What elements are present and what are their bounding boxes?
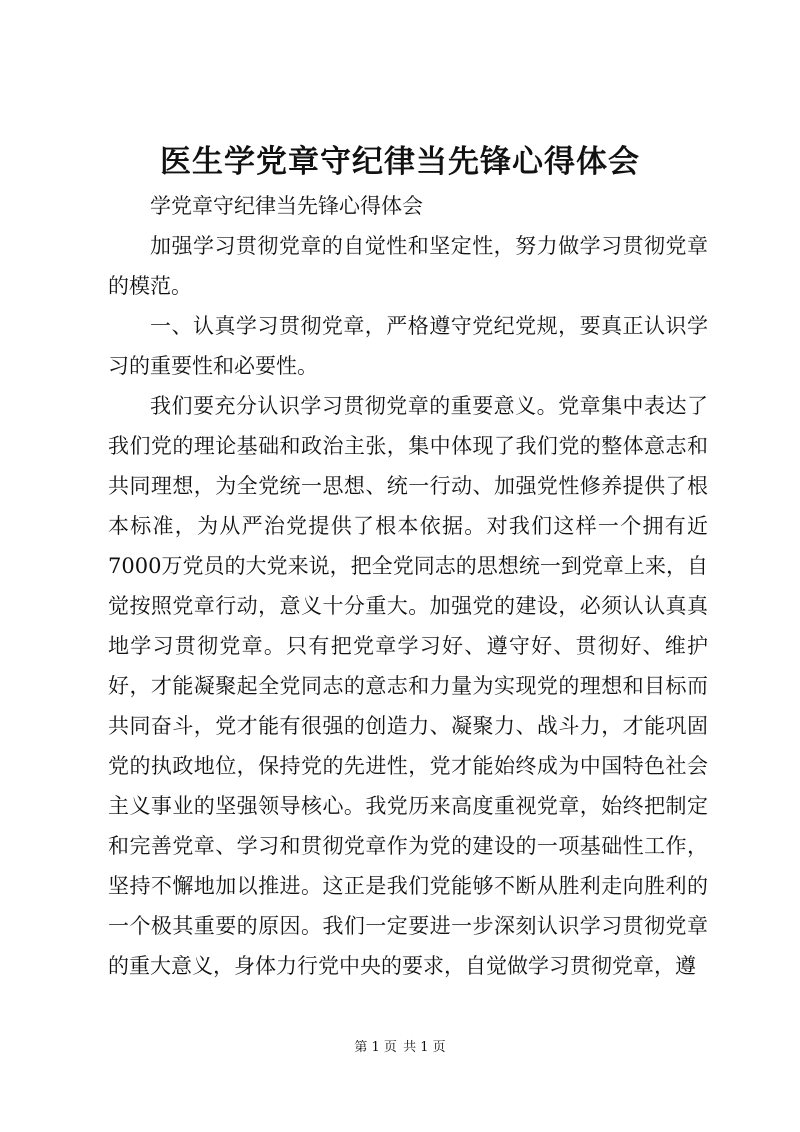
- document-body: [108, 186, 708, 986]
- page-total: 共 1 页: [403, 1040, 446, 1055]
- document-title: 医生学党章守纪律当先锋心得体会: [160, 144, 640, 180]
- subtitle-paragraph: 学党章守纪律当先锋心得体会: [150, 194, 423, 218]
- page-number: 第 1 页: [354, 1040, 397, 1055]
- body-paragraph: 我们要充分认识学习贯彻党章的重要意义。党章集中表达了我们党的理论基础和政治主张，集中体现了我们党的整体意志和共同理想，为全党统一思想、统一行动、加强党性修养提供了根本标准，为从严治党提供了根本依据。对我们这样一个拥有近7000万党员的大党来说，把全党同志的思想统一到党章上来，自觉按照党章行动，意义十分重大。加强党的建设，必须认认真真地学习贯彻党章。只有把党章学习好、遵守好、贯彻好、维护好，才能凝聚起全党同志的意志和力量为实现党的理想和目标而共同奋斗，党才能有很强的创造力、凝聚力、战斗力，才能巩固党的执政地位，保持党的先进性，党才能始终成为中国特色社会主义事业的坚强领导核心。我党历来高度重视党章，始终把制定和完善党章、学习和贯彻党章作为党的建设的一项基础性工作，坚持不懈地加以推进。这正是我们党能够不断从胜利走向胜利的一个极其重要的原因。我们一定要进一步深刻认识学习贯彻党章的重大意义，身体力行党中央的要求，自觉做学习贯彻党章，遵: [108, 394, 708, 978]
- page-footer: [0, 1038, 800, 1058]
- section-heading-paragraph: 一、认真学习贯彻党章，严格遵守党纪党规，要真正认识学习的重要性和必要性。: [108, 314, 708, 378]
- intro-paragraph: 加强学习贯彻党章的自觉性和坚定性，努力做学习贯彻党章的模范。: [108, 234, 708, 298]
